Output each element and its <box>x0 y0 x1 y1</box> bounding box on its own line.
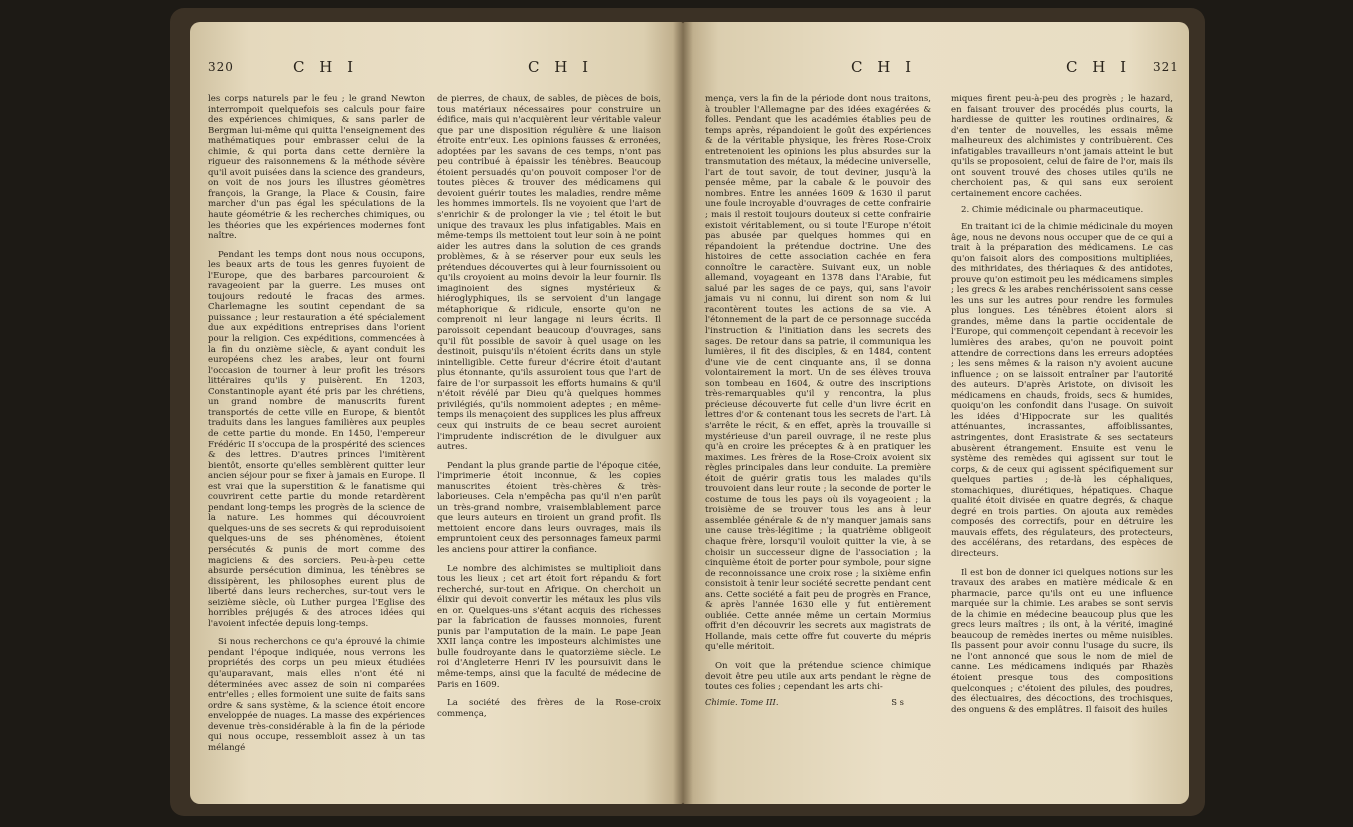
paragraph: Pendant les temps dont nous nous occupons, les beaux arts de tous les genres fuyoient de l'Europe, que des barbares parcouroient & ravageoient par la guerre. Les muses ont toujours redouté le fracas des armes. Charlemagne les soutint cependant de sa puissance ; leur restauration a été spécialement due aux expéditions entreprises dans l'orient pour la religion. Ces expéditions, commencées à la fin du onzième siècle, & ayant conduit les européens chez les arabes, leur ont fourni l'occasion de tourner à leur profit les trésors littéraires qu'ils y puisèrent. En 1203, Constantinople ayant été pris par les chrétiens, un grand nombre de manuscrits furent transportés de cette ville en Europe, & bientôt traduits dans les langues familières aux peuples de cette partie du monde. En 1450, l'empereur Frédéric II s'occupa de la prospérité des sciences & des lettres. D'autres princes l'imitèrent bientôt, ensorte qu'elles semblèrent quitter leur ancien séjour pour se fixer à jamais en Europe. Il est vrai que la superstition & le fanatisme qui couvrirent cette partie du monde retardèrent pendant long-temps les progrès de la science de la nature. Les hommes qui découvroient quelques-uns de ses secrets & qui reproduisoient quelques-uns de ses phénomènes, étoient persécutés & punis de mort comme des magiciens & des sorciers. Peu-à-peu cette absurde persécution diminua, les ténèbres se dissipèrent, les philosophes eurent plus de liberté dans leurs recherches, sur-tout vers le seizième siècle, où Luther purgea l'Eglise des horribles préjugés & des atroces idées qui l'avoient infectée depuis long-temps. <box>208 249 425 629</box>
paragraph: La société des frères de la Rose-croix commença, <box>437 698 661 719</box>
paragraph: mença, vers la fin de la période dont nous traitons, à troubler l'Allemagne par des idées exagérées & folles. Pendant que les académies établies peu de temps après, répandoient le goût des expériences & de la véritable physique, les frères Rose-Croix entretenoient les opinions les plus absurdes sur la transmutation des métaux, la médecine universelle, l'art de tout savoir, de tout deviner, jusqu'à la pensée même, par la cabale & le pouvoir des nombres. Entre les années 1609 & 1630 il parut une foule incroyable d'ouvrages de cette confrairie ; mais il restoit toujours douteux si cette confrairie existoit véritablement, ou si toute l'Europe n'étoit pas abusée par quelques hommes qui en répandoient la prétendue doctrine. Une des histoires de cette association cachée en fera connoître le caractère. Suivant eux, un noble allemand, voyageant en 1378 dans l'Arabie, fut salué par les sages de ce pays, qui, sans l'avoir jamais vu ni connu, lui dirent son nom & lui racontèrent toutes les actions de sa vie. A l'étonnement de la part de ce personnage succéda l'instruction & l'initiation dans les secrets des sages. De retour dans sa patrie, il communiqua les lumières, il fit des disciples, & en 1484, content d'une vie de cent cinquante ans, il se donna volontairement la mort. Un de ses élèves trouva son tombeau en 1604, & outre des inscriptions très-remarquables qu'il y rencontra, la plus précieuse découverte fut celle d'un livre écrit en lettres d'or & contenant tous les secrets de l'art. Là s'arrête le récit, & en effet, après la trouvaille si mystérieuse d'un pareil ouvrage, il ne reste plus qu'à en croire les préceptes & à en pratiquer les maximes. Les frères de la Rose-Croix avoient six règles principales dans leur conduite. La première étoit de guérir gratis tous les malades qu'ils trouvoient dans leur route ; la seconde de porter le costume de tous les pays où ils voyageoient ; la troisième de se trouver tous les ans à leur assemblée générale & de n'y manquer jamais sans une cause très-légitime ; la quatrième obligeoit chaque frère, lorsqu'il vouloit quitter la vie, à se choisir un successeur digne de l'association ; la cinquième étoit de porter pour symbole, pour signe de reconnoissance une croix rose ; la sixième enfin consistoit à tenir leur société secrette pendant cent ans. Cette société a fait peu de progrès en France, & après l'année 1630 elle y fut entièrement oubliée. Cette année même un certain Mormius offrit d'en découvrir les secrets aux magistrats de Hollande, mais cette offre fut couverte du mépris qu'elle méritoit. <box>705 94 931 653</box>
page-number: 320 <box>208 60 234 74</box>
running-head: C H I <box>293 58 359 76</box>
right-page <box>683 22 1189 804</box>
running-head: C H I <box>528 58 594 76</box>
paragraph: de pierres, de chaux, de sables, de pièces de bois, tous matériaux nécessaires pour construire un édifice, mais qui n'acquièrent leur véritable valeur que par une disposition régulière & une liaison étroite entr'eux. Les opinions fausses & erronées, adoptées par les savans de ces temps, n'ont pas peu contribué à épaissir les ténèbres. Beaucoup étoient persuadés qu'on pouvoit composer l'or de toutes pièces & trouver des médicamens qui devoient guérir toutes les maladies, rendre même les hommes immortels. Ils ne voyoient que l'art de s'enrichir & de prolonger la vie ; tel étoit le but unique des travaux les plus infatigables. Mais en même-temps ils mettoient tout leur soin à ne point aider les autres dans la solution de ces grands problèmes, & à se réserver pour eux seuls les prétendues découvertes qui à leur fournissoient ou qu'ils croyoient au moins devoir la leur fournir. Ils imaginoient des signes mystérieux & hiéroglyphiques, ils se servoient d'un langage métaphorique & ridicule, ensorte qu'on ne comprenoit ni leur langage ni leurs écrits. Il paroissoit cependant beaucoup d'ouvrages, sans qu'il fût possible de savoir à quel usage on les destinoit, puisqu'ils n'étoient écrits dans un style inintelligible. Cette fureur d'écrire étoit d'autant plus étonnante, qu'ils assuroient tous que l'art de faire de l'or surpassoit les efforts humains & qu'il n'étoit révélé par Dieu qu'à quelques hommes privilégiés, qu'ils nommoient adeptes ; en même-temps ils menaçoient des supplices les plus affreux ceux qui instruits de ce beau secret auroient l'imprudente indiscrétion de le divulguer aux autres. <box>437 94 661 453</box>
section-heading: 2. Chimie médicinale ou pharmaceutique. <box>961 205 1144 216</box>
running-head: C H I <box>1066 58 1132 76</box>
book-gutter <box>673 22 693 804</box>
text-column <box>437 94 661 719</box>
running-head: C H I <box>851 58 917 76</box>
text-column <box>705 94 931 707</box>
paragraph: Pendant la plus grande partie de l'époque citée, l'imprimerie étoit inconnue, & les copies manuscrites étoient très-chères & très-laborieuses. Cela n'empêcha pas qu'il n'en parût un très-grand nombre, vraisemblablement parce que leurs auteurs en tiroient un grand profit. Ils mettoient encore dans leurs ouvrages, mais ils empruntoient ceux des personnages fameux parmi les anciens pour attirer la confiance. <box>437 460 661 555</box>
footer-title: Chimie. Tome III. <box>705 696 779 707</box>
right-page-header <box>683 58 1189 84</box>
signature-mark: S s <box>891 696 904 707</box>
page-footer <box>705 697 931 708</box>
text-column <box>208 94 425 753</box>
text-column <box>951 94 1173 715</box>
left-page-header <box>190 58 683 84</box>
paragraph: On voit que la prétendue science chimique devoit être peu utile aux arts pendant le règne de toutes ces folies ; cependant les arts chi- <box>705 660 931 693</box>
paragraph: les corps naturels par le feu ; le grand Newton interrompoit quelquefois ses calculs pour faire des expériences chimiques, & sans parler de Bergman lui-même qui quitta l'enseignement des mathématiques pour embrasser celui de la chimie, & qui porta dans cette dernière la rigueur des raisonnemens & la méthode sévère qu'il avoit puisées dans la science des grandeurs, on voit de nos jours les illustres géomètres françois, la Grange, la Place & Cousin, faire marcher d'un pas égal les spéculations de la haute géométrie & les recherches chimiques, ou les théories que les expériences modernes font naître. <box>208 94 425 242</box>
paragraph: Il est bon de donner ici quelques notions sur les travaux des arabes en matière médicale & en pharmacie, parce qu'ils ont eu une influence marquée sur la chimie. Les arabes se sont servis de la chimie en médecine beaucoup plus que les grecs leurs maîtres ; ils ont, à la vérité, imaginé beaucoup de remèdes inertes ou même nuisibles. Ils passent pour avoir connu l'usage du sucre, ils ne l'ont annoncé que sous le nom de miel de canne. Les médicamens indiqués par Rhazès étoient presque tous des compositions quelconques ; c'étoient des pilules, des poudres, des électuaires, des décoctions, des trochisques, des onguens & des emplâtres. Il faisoit des huiles <box>951 567 1173 715</box>
paragraph: Le nombre des alchimistes se multiplioit dans tous les lieux ; cet art étoit fort répandu & fort recherché, sur-tout en Afrique. On cherchoit un élixir qui devoit convertir les métaux les plus vils en or. Quelques-uns s'étant acquis des richesses par la fabrication de fausses monnoies, furent punis par l'amputation de la main. Le pape Jean XXII lança contre les imposteurs alchimistes une bulle foudroyante dans le quatorzième siècle. Le roi d'Angleterre Henri IV les poursuivit dans le même-temps, ainsi que la faculté de médecine de Paris en 1609. <box>437 563 661 690</box>
paragraph: En traitant ici de la chimie médicinale du moyen âge, nous ne devons nous occuper que de ce qui a trait à la préparation des médicamens. Le cas qu'on faisoit alors des compositions multipliées, des mithridates, des thériaques & des antidotes, prouve qu'on estimoit peu les médicamens simples ; les grecs & les arabes renchérissoient sans cesse les uns sur les autres pour rendre les formules plus longues. Les ténèbres étoient alors si grandes, même dans la partie occidentale de l'Europe, qui commençoit cependant à recevoir les lumières des arabes, qu'on ne pouvoit point attendre de corrections dans les erreurs adoptées ; les sens mêmes & la raison n'y avoient aucune influence ; on se laissoit entraîner par l'autorité des auteurs. D'après Aristote, on divisoit les médicamens en chauds, froids, secs & humides, quoiqu'on les confondit dans l'usage. On suivoit les idées d'Hippocrate sur les qualités atténuantes, incrassantes, affoiblissantes, astringentes, dont Erasistrate & ses sectateurs abusèrent étrangement. Ensuite est venu le système des remèdes qui agissent sur tout le corps, & de ceux qui agissent spécifiquement sur quelques parties ; de-là les céphaliques, stomachiques, diurétiques, hépatiques. Chaque qualité étoit divisée en quatre degrés, & chaque degré en trois parties. On ajouta aux remèdes composés des correctifs, pour en détruire les mauvais effets, des régulateurs, des protecteurs, des accélérans, des retardans, des espèces de directeurs. <box>951 222 1173 559</box>
paragraph: miques firent peu-à-peu des progrès ; le hazard, en faisant trouver des procédés plus courts, la hardiesse de quitter les routines ordinaires, & d'en tenter de nouvelles, les essais même malheureux des alchimistes y contribuèrent. Ces infatigables travailleurs n'ont jamais atteint le but qu'ils se proposoient, celui de faire de l'or, mais ils ont souvent trouvé des choses utiles qu'ils ne cherchoient pas, & qui sans eux seroient certainement encore cachées. <box>951 94 1173 199</box>
page-number: 321 <box>1153 60 1179 74</box>
paragraph: Si nous recherchons ce qu'a éprouvé la chimie pendant l'époque indiquée, nous verrons les propriétés des corps un peu mieux étudiées qu'auparavant, mais elles n'ont été ni déterminées avec assez de soin ni comparées entr'elles ; elles formoient une suite de faits sans ordre & sans système, & la science étoit encore enveloppée de nuages. La masse des expériences devenue très-considérable à la fin de la période qui nous occupe, ressembloit assez à un tas mélangé <box>208 637 425 753</box>
left-page <box>190 22 683 804</box>
